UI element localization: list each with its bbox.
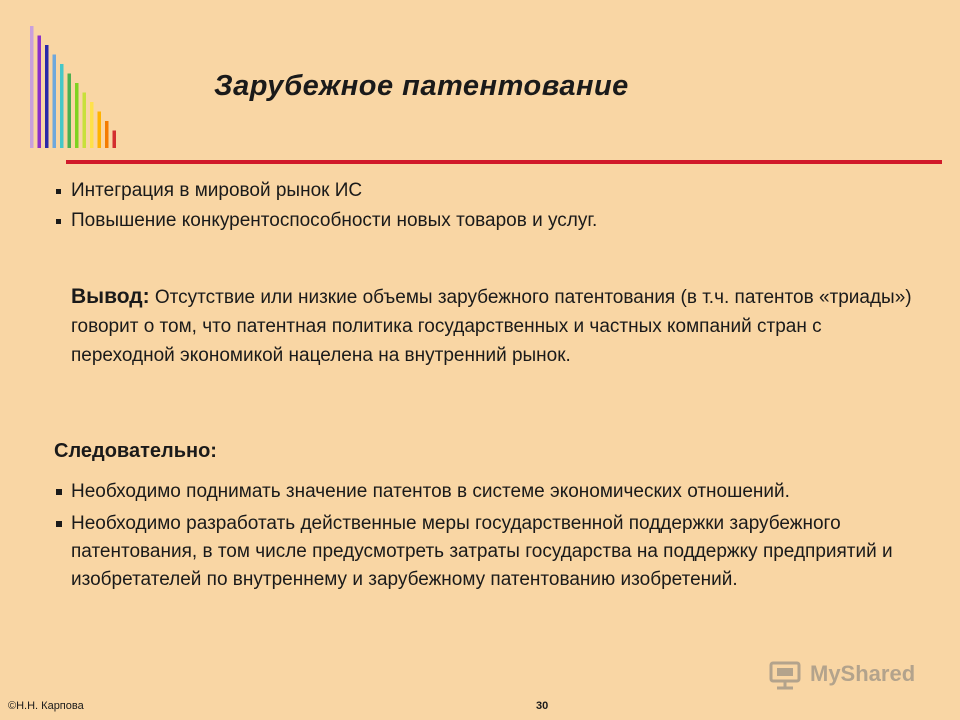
decor-bar — [98, 112, 102, 149]
footer-author — [8, 700, 84, 712]
author-name: Н.Н. Карпова — [16, 700, 84, 712]
bottom-bullet-list — [54, 478, 934, 598]
decor-bar — [30, 26, 34, 148]
decor-bar — [90, 102, 94, 148]
top-bullet-list — [54, 176, 934, 236]
bullet-text: Интеграция в мировой рынок ИС — [71, 180, 363, 201]
consequently-heading: Следовательно: — [54, 440, 217, 462]
list-item — [54, 176, 934, 206]
presentation-icon — [768, 657, 802, 691]
bullet-text: Необходимо разработать действенные меры государственной поддержки зарубежного патентования, в том числе предусмотреть затраты государства на поддержку предприятий и изобретателей по внутреннему и зарубежному патентованию изобретений. — [71, 513, 893, 590]
bullet-marker — [56, 189, 61, 194]
list-item — [54, 206, 934, 236]
bullet-marker — [56, 521, 62, 527]
color-bars-decoration — [0, 0, 140, 160]
list-item — [54, 510, 934, 594]
bullet-marker — [56, 489, 62, 495]
decor-bar — [45, 45, 49, 148]
decor-bar — [68, 74, 72, 149]
decor-bar — [53, 55, 57, 149]
watermark-logo — [768, 656, 915, 692]
decor-bar — [38, 36, 42, 149]
bullet-text: Необходимо поднимать значение патентов в системе экономических отношений. — [71, 481, 790, 502]
page-number: 30 — [536, 700, 549, 712]
bullet-text: Повышение конкурентоспособности новых товаров и услуг. — [71, 210, 598, 231]
bullet-marker — [56, 219, 61, 224]
decor-bar — [105, 121, 109, 148]
decor-bar — [75, 83, 79, 148]
decor-bar — [60, 64, 64, 148]
conclusion-label: Вывод: — [71, 285, 150, 308]
decor-bar — [113, 131, 117, 149]
list-item — [54, 478, 934, 506]
title-divider — [66, 160, 942, 164]
decor-bar — [83, 93, 87, 149]
copyright-mark: © — [8, 700, 17, 712]
slide-title: Зарубежное патентование — [214, 70, 629, 102]
conclusion-text: Отсутствие или низкие объемы зарубежного патентования (в т.ч. патентов «триады») говорит о том, что патентная политика государственных и частных компаний стран с переходной экономикой нацелена на внутренний рынок. — [71, 287, 912, 366]
watermark-text: MyShared — [810, 661, 916, 686]
conclusion-paragraph — [71, 282, 921, 370]
